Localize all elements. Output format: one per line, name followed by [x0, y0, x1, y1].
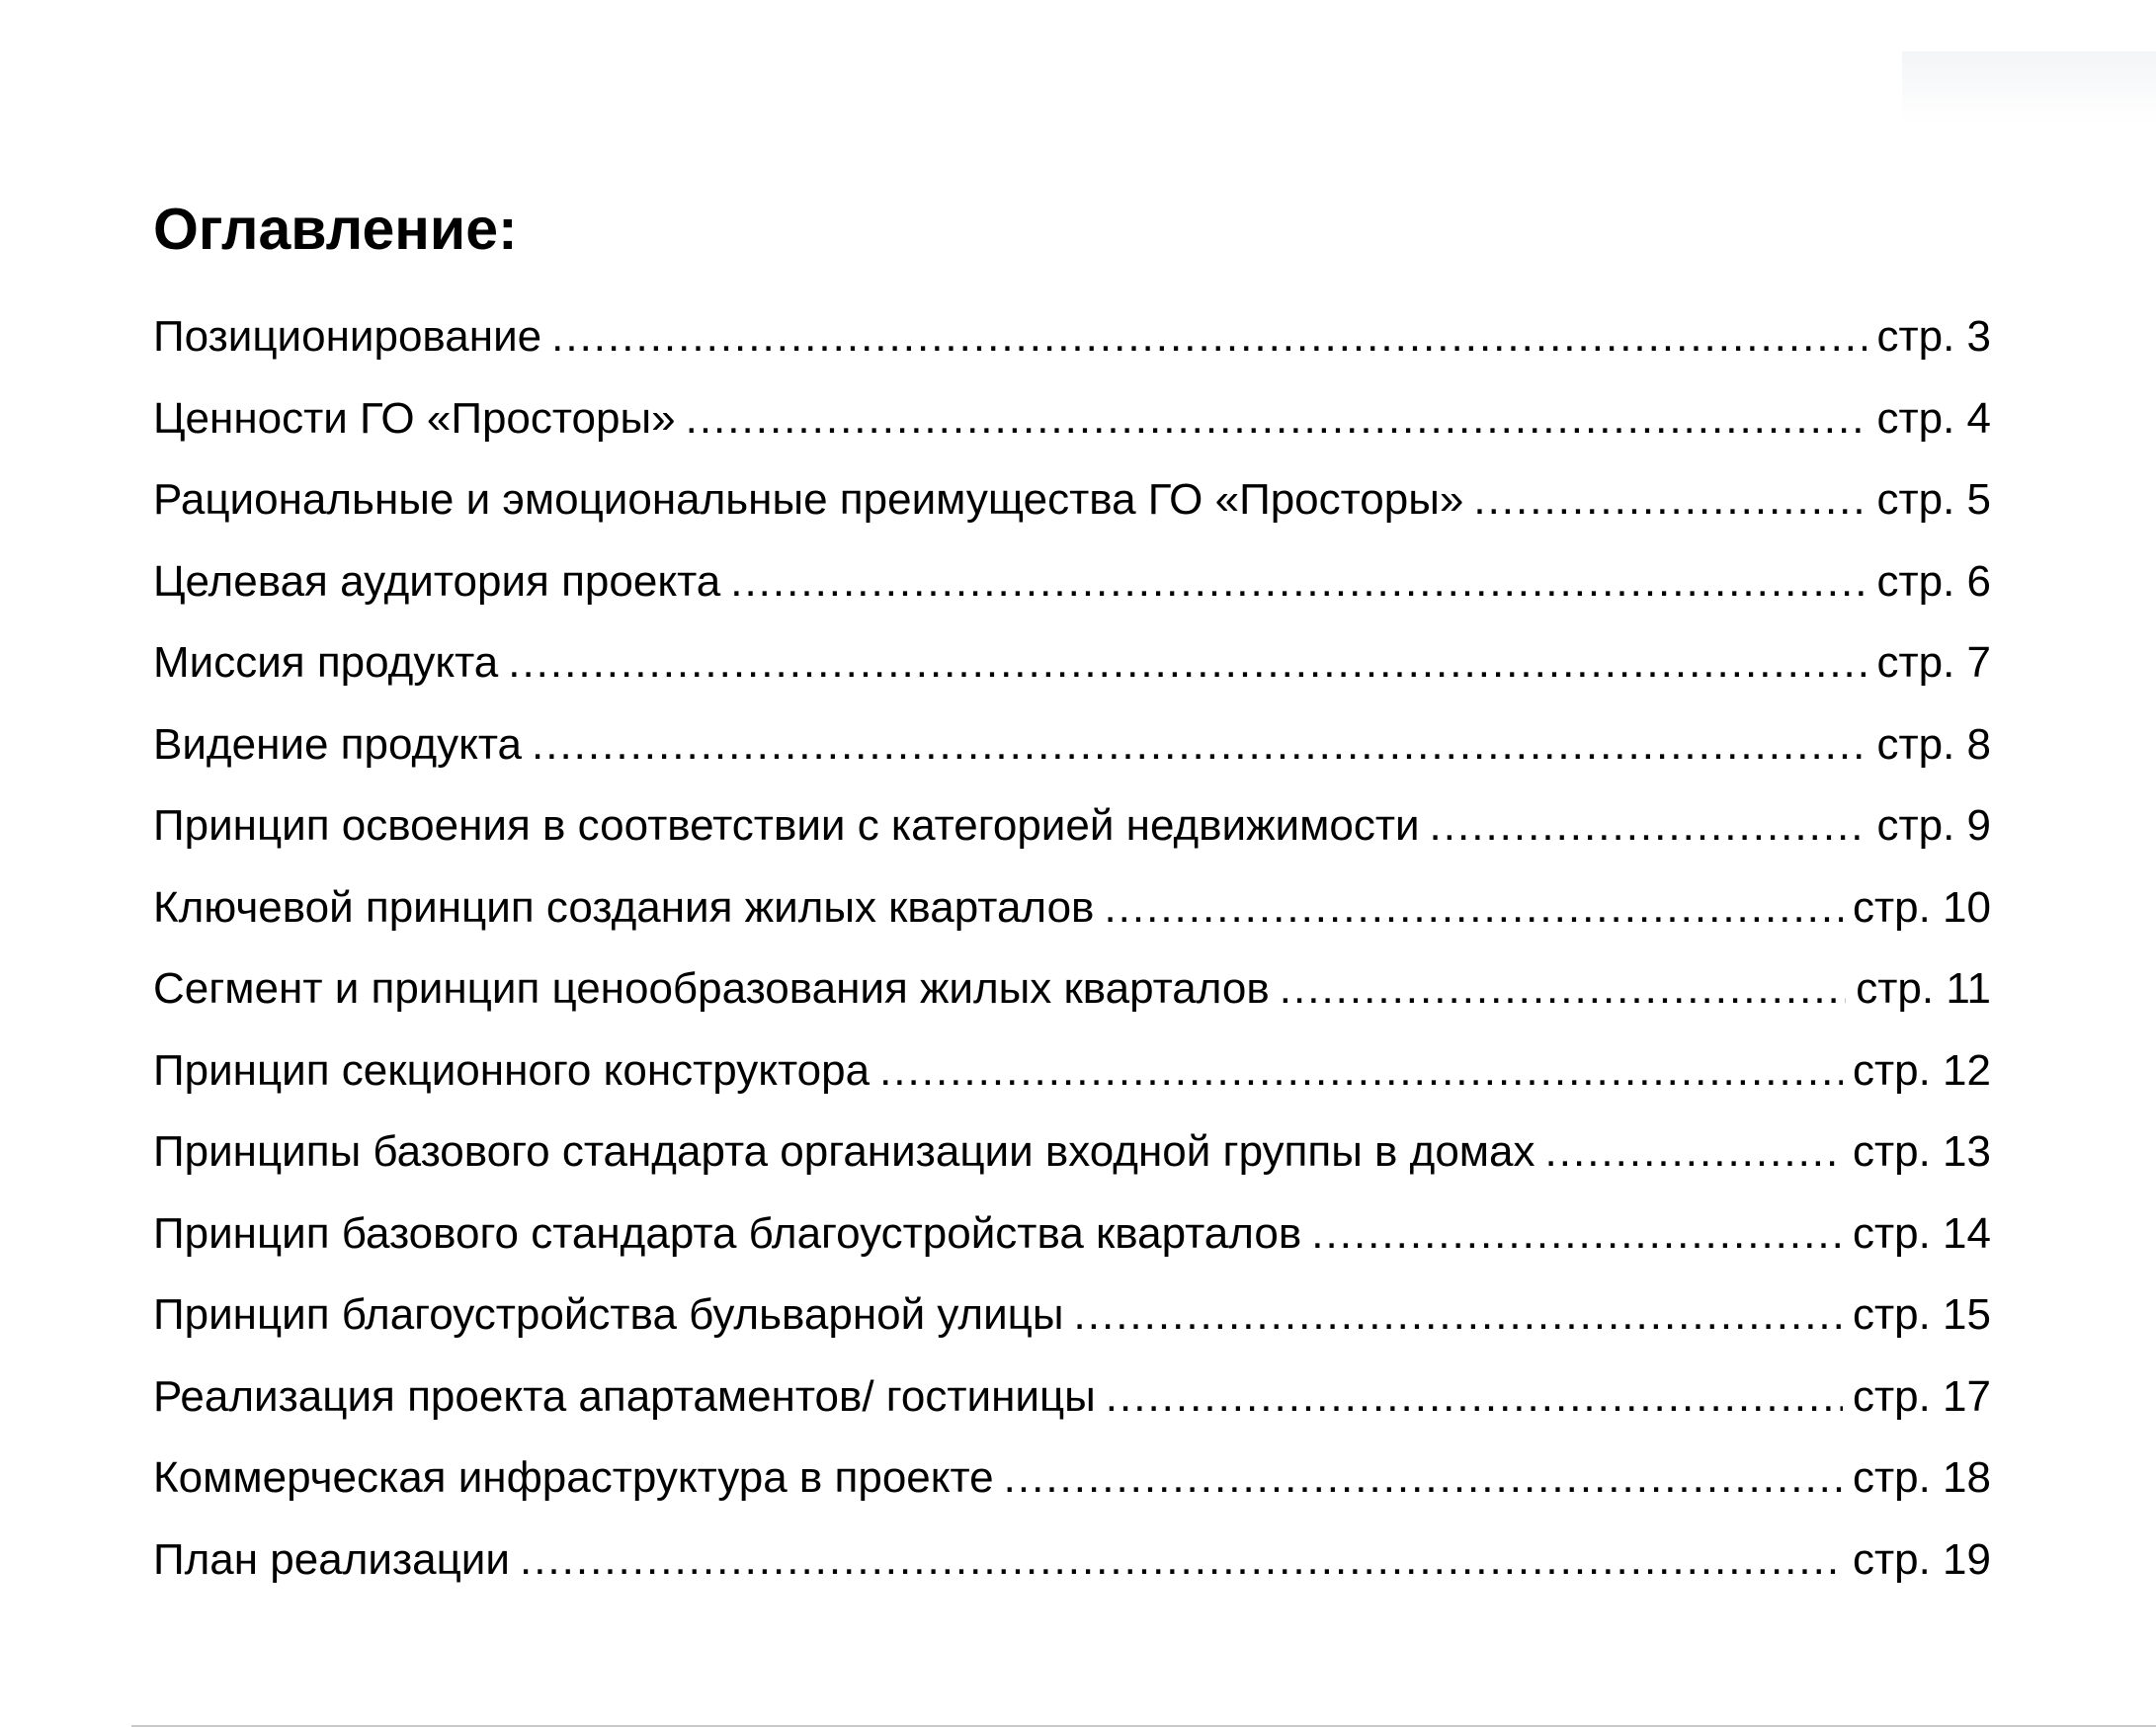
- toc-entry-page: стр. 6: [1876, 556, 1991, 606]
- toc-entry-title: Рациональные и эмоциональные преимущества ГО «Просторы»: [153, 475, 1464, 524]
- toc-dot-leader: [879, 1030, 1843, 1112]
- toc-entry: [153, 704, 1991, 786]
- toc-entry-page: стр. 9: [1876, 801, 1991, 850]
- toc-dot-leader: [520, 1520, 1843, 1602]
- toc-entry-title: Целевая аудитория проекта: [153, 556, 721, 606]
- toc-entry-title: Реализация проекта апартаментов/ гостиницы: [153, 1371, 1096, 1421]
- toc-dot-leader: [1280, 948, 1846, 1030]
- page-top-margin: [0, 0, 2156, 124]
- toc-entry: [153, 1030, 1991, 1112]
- toc-entry-title: Позиционирование: [153, 312, 542, 361]
- toc-dot-leader: [1074, 1275, 1843, 1357]
- toc-entry: [153, 948, 1991, 1030]
- toc-dot-leader: [1311, 1193, 1843, 1275]
- toc-entry-page: стр. 8: [1876, 719, 1991, 769]
- toc-entry: [153, 378, 1991, 460]
- toc-entry-title: Принцип освоения в соответствии с категорией недвижимости: [153, 801, 1420, 850]
- toc-entry-title: Видение продукта: [153, 719, 522, 769]
- toc-entry-page: стр. 17: [1852, 1371, 1991, 1421]
- toc-entry-page: стр. 10: [1852, 882, 1991, 932]
- toc-entry-title: Ключевой принцип создания жилых кварталов: [153, 882, 1095, 932]
- toc-entry: [153, 459, 1991, 541]
- toc-entry-page: стр. 4: [1876, 393, 1991, 443]
- toc-entry-page: стр. 13: [1852, 1127, 1991, 1176]
- toc-dot-leader: [508, 622, 1866, 704]
- toc-entry: [153, 1193, 1991, 1275]
- toc-entry-page: стр. 19: [1852, 1534, 1991, 1584]
- toc-dot-leader: [1004, 1438, 1843, 1520]
- toc-dot-leader: [686, 378, 1867, 460]
- toc-entry-page: стр. 11: [1856, 964, 1991, 1013]
- toc-dot-leader: [1106, 1357, 1843, 1439]
- toc-dot-leader: [730, 541, 1866, 623]
- toc-entry: [153, 785, 1991, 867]
- toc-entry: [153, 1520, 1991, 1602]
- toc-entry-title: Коммерческая инфраструктура в проекте: [153, 1453, 994, 1502]
- toc-entry-page: стр. 18: [1852, 1453, 1991, 1502]
- toc-entry: [153, 541, 1991, 623]
- toc-entry-page: стр. 5: [1876, 475, 1991, 524]
- toc-entry-title: Принцип секционного конструктора: [153, 1045, 871, 1095]
- toc-entry-title: Принципы базового стандарта организации входной группы в домах: [153, 1127, 1535, 1176]
- toc-entry: [153, 1357, 1991, 1439]
- toc-entry-title: Принцип благоустройства бульварной улицы: [153, 1290, 1064, 1339]
- toc-entry: [153, 622, 1991, 704]
- toc-heading: Оглавление:: [153, 197, 518, 262]
- toc-entry-title: Принцип базового стандарта благоустройства кварталов: [153, 1208, 1302, 1258]
- toc-dot-leader: [1545, 1111, 1843, 1193]
- toc-entry: [153, 1438, 1991, 1520]
- toc-entry-page: стр. 14: [1852, 1208, 1991, 1258]
- toc-dot-leader: [1473, 459, 1866, 541]
- toc-entry: [153, 867, 1991, 949]
- toc-entry-title: Миссия продукта: [153, 638, 499, 687]
- toc-dot-leader: [532, 704, 1866, 786]
- toc-entry-title: План реализации: [153, 1534, 510, 1584]
- toc-entry-page: стр. 7: [1876, 638, 1991, 687]
- toc-entry-title: Сегмент и принцип ценообразования жилых кварталов: [153, 964, 1270, 1013]
- toc-entry-page: стр. 15: [1852, 1290, 1991, 1339]
- toc-entry: [153, 296, 1991, 378]
- toc-dot-leader: [551, 296, 1866, 378]
- toc-entry-title: Ценности ГО «Просторы»: [153, 393, 676, 443]
- toc-dot-leader: [1430, 785, 1867, 867]
- toc-entry-page: стр. 3: [1876, 312, 1991, 361]
- page-top-shadow: [1902, 51, 2156, 124]
- toc-entry: [153, 1111, 1991, 1193]
- toc-entry: [153, 1275, 1991, 1357]
- toc-entry-page: стр. 12: [1852, 1045, 1991, 1095]
- toc-list: [153, 296, 1991, 1601]
- toc-dot-leader: [1104, 867, 1843, 949]
